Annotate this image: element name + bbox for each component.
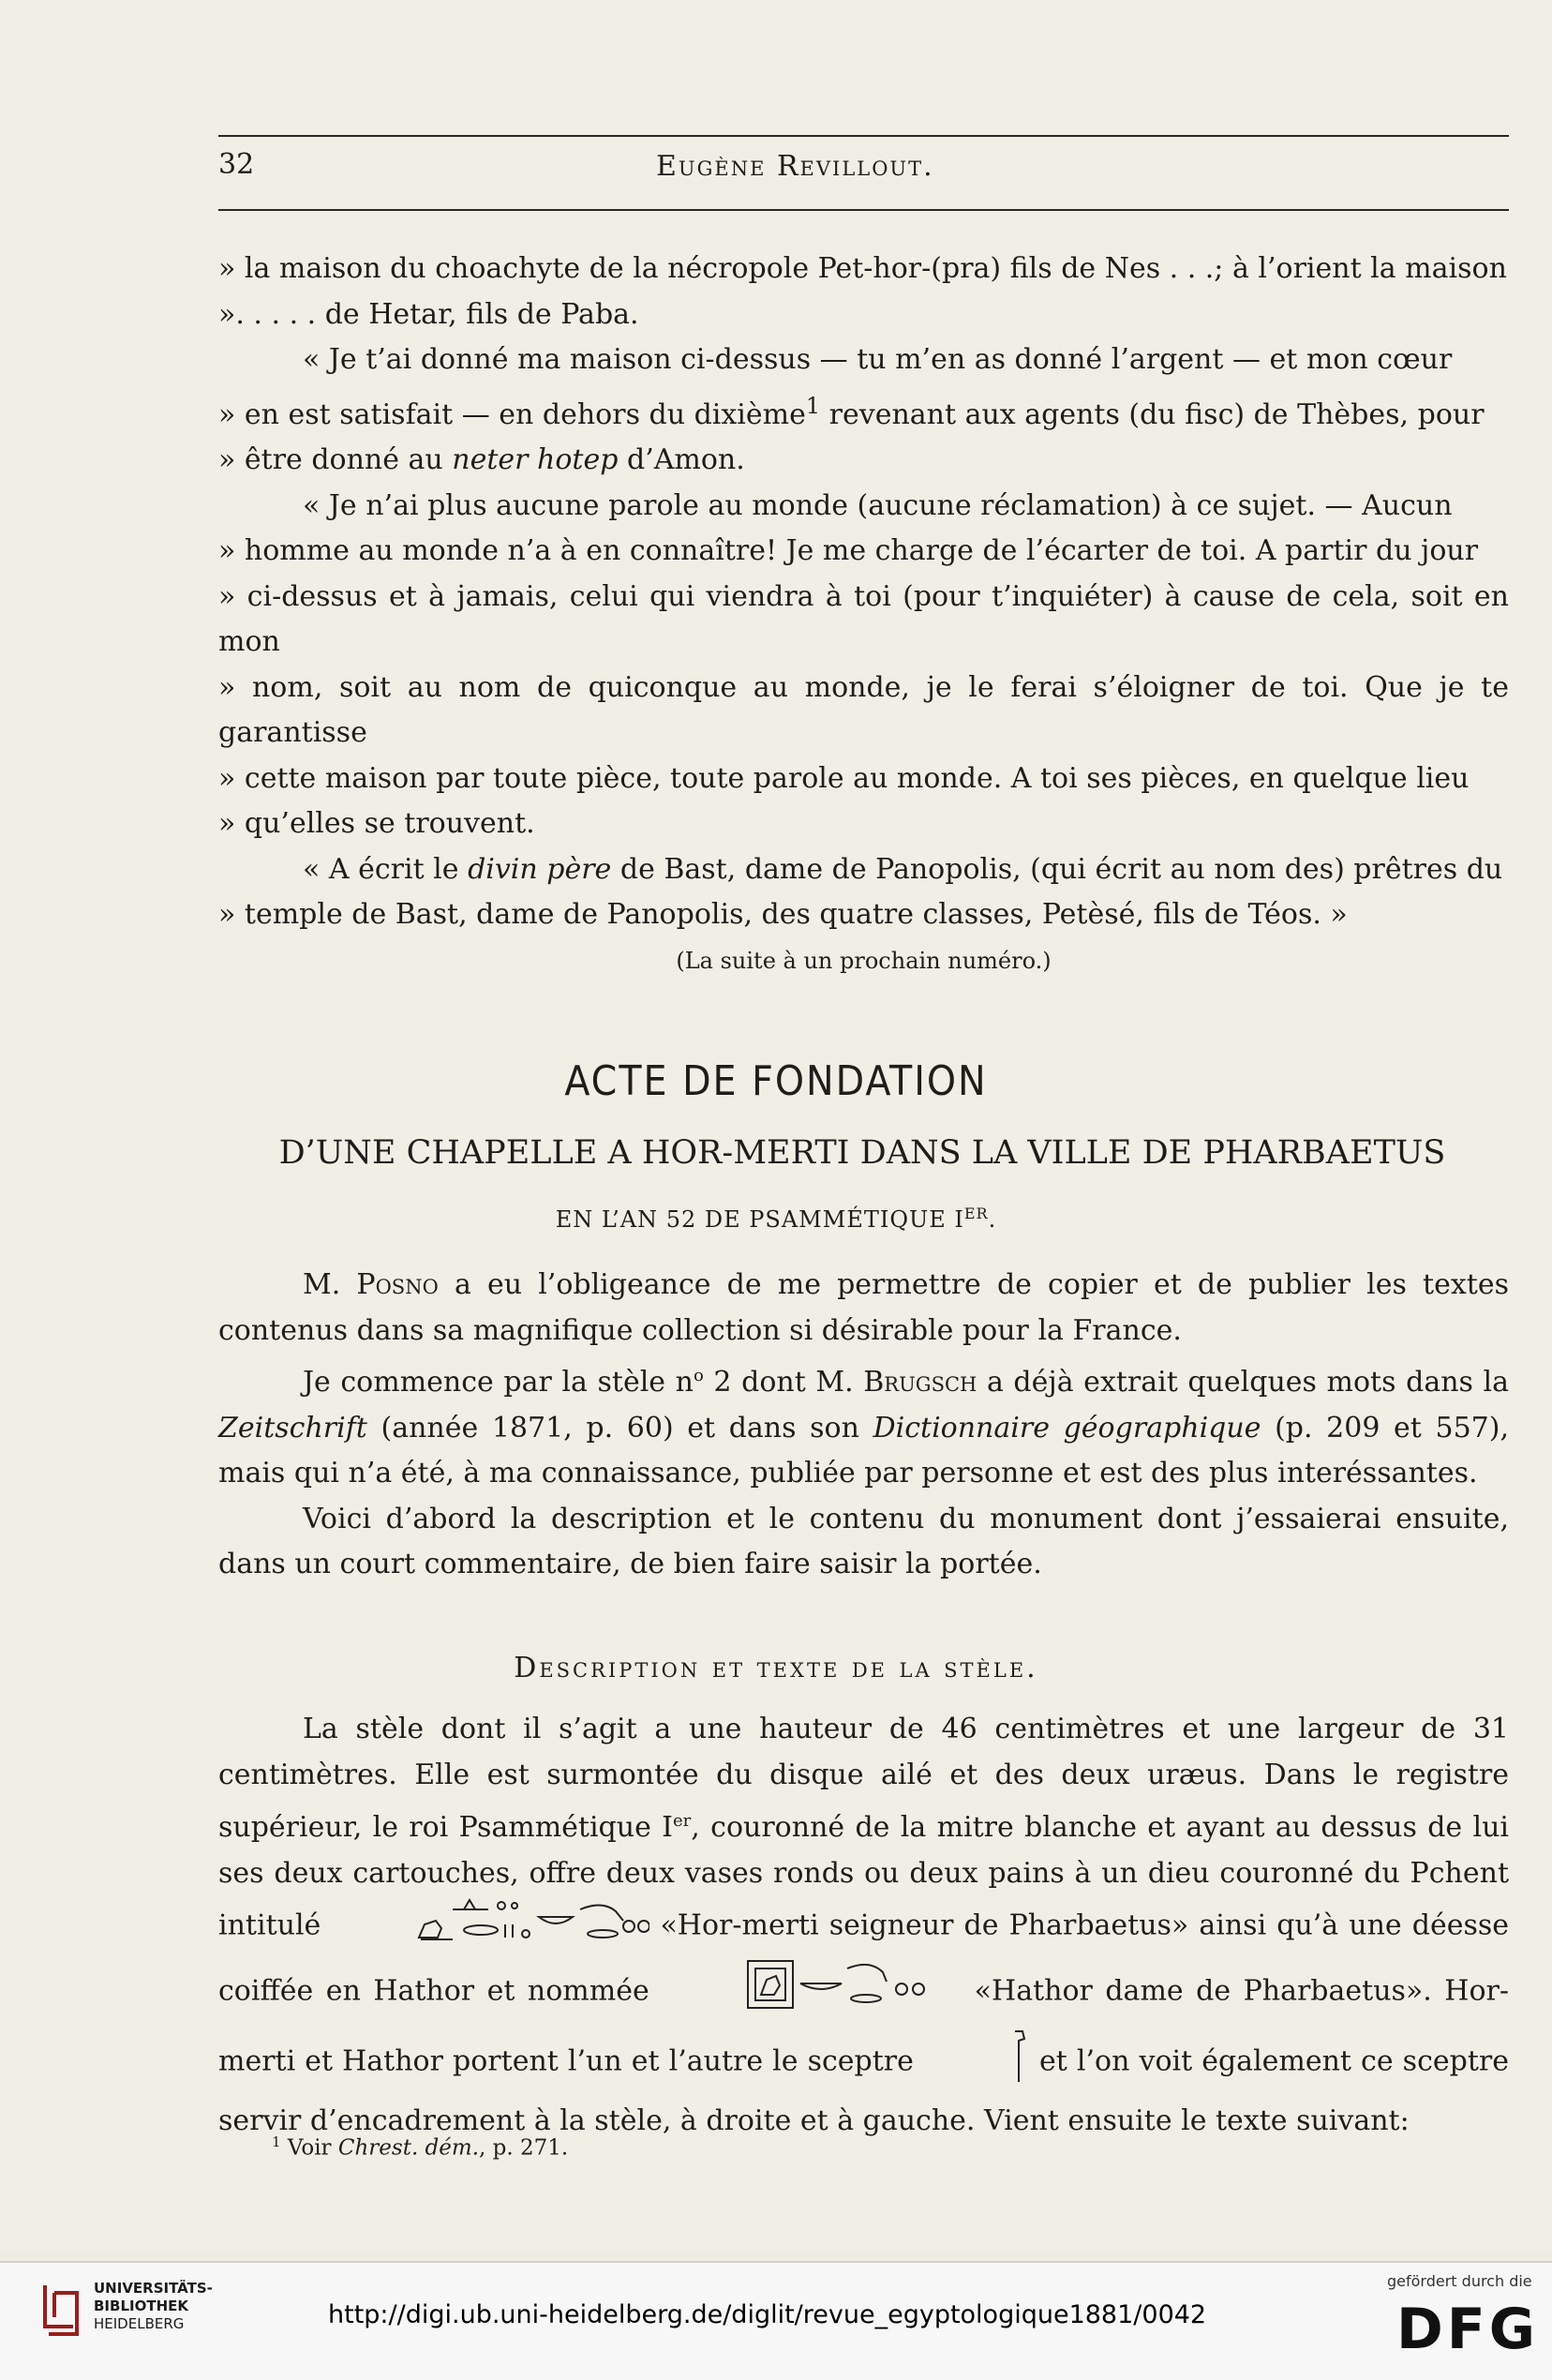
text-line: » temple de Bast, dame de Panopolis, des quatre classes, Petèsé, fils de Téos. »: [218, 898, 1348, 931]
section-heading: Description et texte de la stèle.: [514, 1652, 1038, 1684]
viewer-footer: [0, 2261, 1552, 2380]
italic-term: Zeitschrift: [218, 1411, 367, 1444]
date-line-text: EN L’AN 52 DE PSAMMÉTIQUE I: [555, 1206, 964, 1233]
text-line: » nom, soit au nom de quiconque au monde, je le ferai s’éloigner de toi. Que je te garantisse: [218, 670, 1509, 749]
top-rule: [218, 135, 1509, 137]
dfg-logo[interactable]: DFG: [1396, 2297, 1540, 2362]
footnote-mark: 1: [272, 2133, 281, 2150]
text-span: et l’on voit également ce sceptre servir d’encadrement à la stèle, à droite et à gauche. Vient ensuite le texte suivant:: [218, 2044, 1509, 2137]
paragraph: [218, 1706, 1509, 2144]
text-line: « Je t’ai donné ma maison ci-dessus — tu m’en as donné l’argent — et mon cœur: [303, 343, 1453, 376]
text-span: revenant aux agents (du fisc) de Thèbes, pour: [820, 397, 1485, 431]
text-span: « A écrit le: [303, 852, 469, 886]
article-date-line: [0, 1205, 1552, 1233]
footnote-text: , p. 271.: [479, 2135, 569, 2161]
text-span: , couronné de la mitre blanche et ayant au dessus de lui ses deux cartouches, offre deux vases ronds ou deux pains à un dieu couronné du Pchent intitulé: [218, 1811, 1509, 1942]
superscript: o: [693, 1366, 704, 1385]
article-subtitle: D’UNE CHAPELLE A HOR-MERTI DANS LA VILLE DE PHARBAETUS: [278, 1134, 1446, 1172]
text-span: M.: [303, 1268, 357, 1301]
library-name-line: UNIVERSITÄTS-: [94, 2280, 213, 2297]
header-rule: [218, 209, 1509, 211]
library-name-line: BIBLIOTHEK: [94, 2298, 188, 2314]
hieroglyph-hor-merti-icon: [331, 1896, 649, 1957]
text-span: Je commence par la stèle n: [303, 1366, 694, 1399]
superscript: er: [673, 1811, 692, 1831]
footnote: [272, 2133, 568, 2161]
text-span: d’Amon.: [618, 443, 745, 476]
continuation-note: (La suite à un prochain numéro.): [676, 947, 1052, 974]
text-span: » en est satisfait — en dehors du dixième: [218, 397, 806, 431]
text-span: (année 1871, p. 60) et dans son: [366, 1411, 873, 1444]
text-span: a eu l’obligeance de me permettre de copier et de publier les textes contenus dans sa magnifique collection si désirable pour la France.: [218, 1268, 1509, 1347]
text-line: [218, 383, 1509, 439]
library-name: [94, 2280, 213, 2333]
italic-term: Dictionnaire géographique: [873, 1411, 1261, 1444]
text-line: » ci-dessus et à jamais, celui qui viendra à toi (pour t’inquiéter) à cause de cela, soit en mon: [218, 579, 1509, 658]
text-line: « Je n’ai plus aucune parole au monde (aucune réclamation) à ce sujet. — Aucun: [303, 488, 1453, 522]
article-title: ACTE DE FONDATION: [564, 1057, 988, 1105]
text-span: a déjà extrait quelques mots dans la: [977, 1366, 1510, 1399]
intro-paragraphs: [218, 1263, 1509, 1588]
text-span: » être donné au: [218, 443, 453, 476]
text-line: ». . . . . de Hetar, fils de Paba.: [218, 297, 639, 331]
text-span: «Hor-merti seigneur de Pharbaetus» ainsi qu’à une déesse coiffée en Hathor et nommée: [218, 1908, 1509, 2008]
text-line: [218, 847, 1509, 893]
description-paragraph: [218, 1706, 1509, 2144]
text-line: » cette maison par toute pièce, toute parole au monde. A toi ses pièces, en quelque lieu: [218, 761, 1470, 795]
text-span: «Hathor dame de Pharbaetus». Hor-merti et Hathor portent l’un et l’autre le sceptre: [218, 1974, 1509, 2078]
author-name: Brugsch: [863, 1366, 977, 1399]
text-span: de Bast, dame de Panopolis, (qui écrit au nom des) prêtres du: [611, 852, 1503, 886]
library-name-line: HEIDELBERG: [94, 2315, 185, 2332]
text-span: La stèle dont il s’agit a une hauteur de 46 centimètres et une largeur de 31 centimètres. Elle est surmontée du disque ailé et des deux uræus. Dans le registre supérieur, le roi Psammétique I: [218, 1713, 1509, 1844]
text-line: » la maison du choachyte de la nécropole Pet-hor-(pra) fils de Nes . . .; à l’orient la maison: [218, 252, 1507, 285]
author-name: Posno: [356, 1268, 439, 1301]
text-span: 2 dont M.: [703, 1366, 864, 1399]
superscript: ER: [963, 1205, 989, 1222]
funding-caption: gefördert durch die: [1387, 2272, 1532, 2290]
footnote-ref: 1: [805, 392, 821, 419]
text-line: » qu’elles se trouvent.: [218, 807, 535, 840]
university-library-logo-icon[interactable]: [36, 2280, 86, 2340]
running-head: Eugène Revillout.: [656, 150, 934, 183]
permalink-url[interactable]: http://digi.ub.uni-heidelberg.de/diglit/revue_egyptologique1881/0042: [328, 2300, 1207, 2329]
paragraph: [218, 1263, 1509, 1354]
italic-term: neter hotep: [452, 443, 619, 476]
footnote-italic: Chrest. dém.: [337, 2135, 480, 2161]
date-line-end: .: [988, 1206, 997, 1233]
footnote-text: Voir: [280, 2135, 338, 2161]
italic-term: divin père: [468, 852, 612, 886]
sceptre-icon: [923, 2028, 1030, 2098]
continued-text: [218, 247, 1509, 983]
text-span: (p. 209 et 557), mais qui n’a été, à ma connaissance, publiée par personne et est des plus interéssantes.: [218, 1411, 1509, 1489]
text-line: [218, 438, 1509, 484]
paragraph: Voici d’abord la description et le contenu du monument dont j’essaierai ensuite, dans un court commentaire, de bien faire saisir la portée.: [218, 1502, 1509, 1580]
hieroglyph-hathor-icon: [662, 1957, 962, 2028]
page-number: 32: [218, 148, 255, 181]
paragraph: [218, 1354, 1509, 1497]
text-line: » homme au monde n’a à en connaître! Je me charge de l’écarter de toi. A partir du jour: [218, 534, 1479, 567]
